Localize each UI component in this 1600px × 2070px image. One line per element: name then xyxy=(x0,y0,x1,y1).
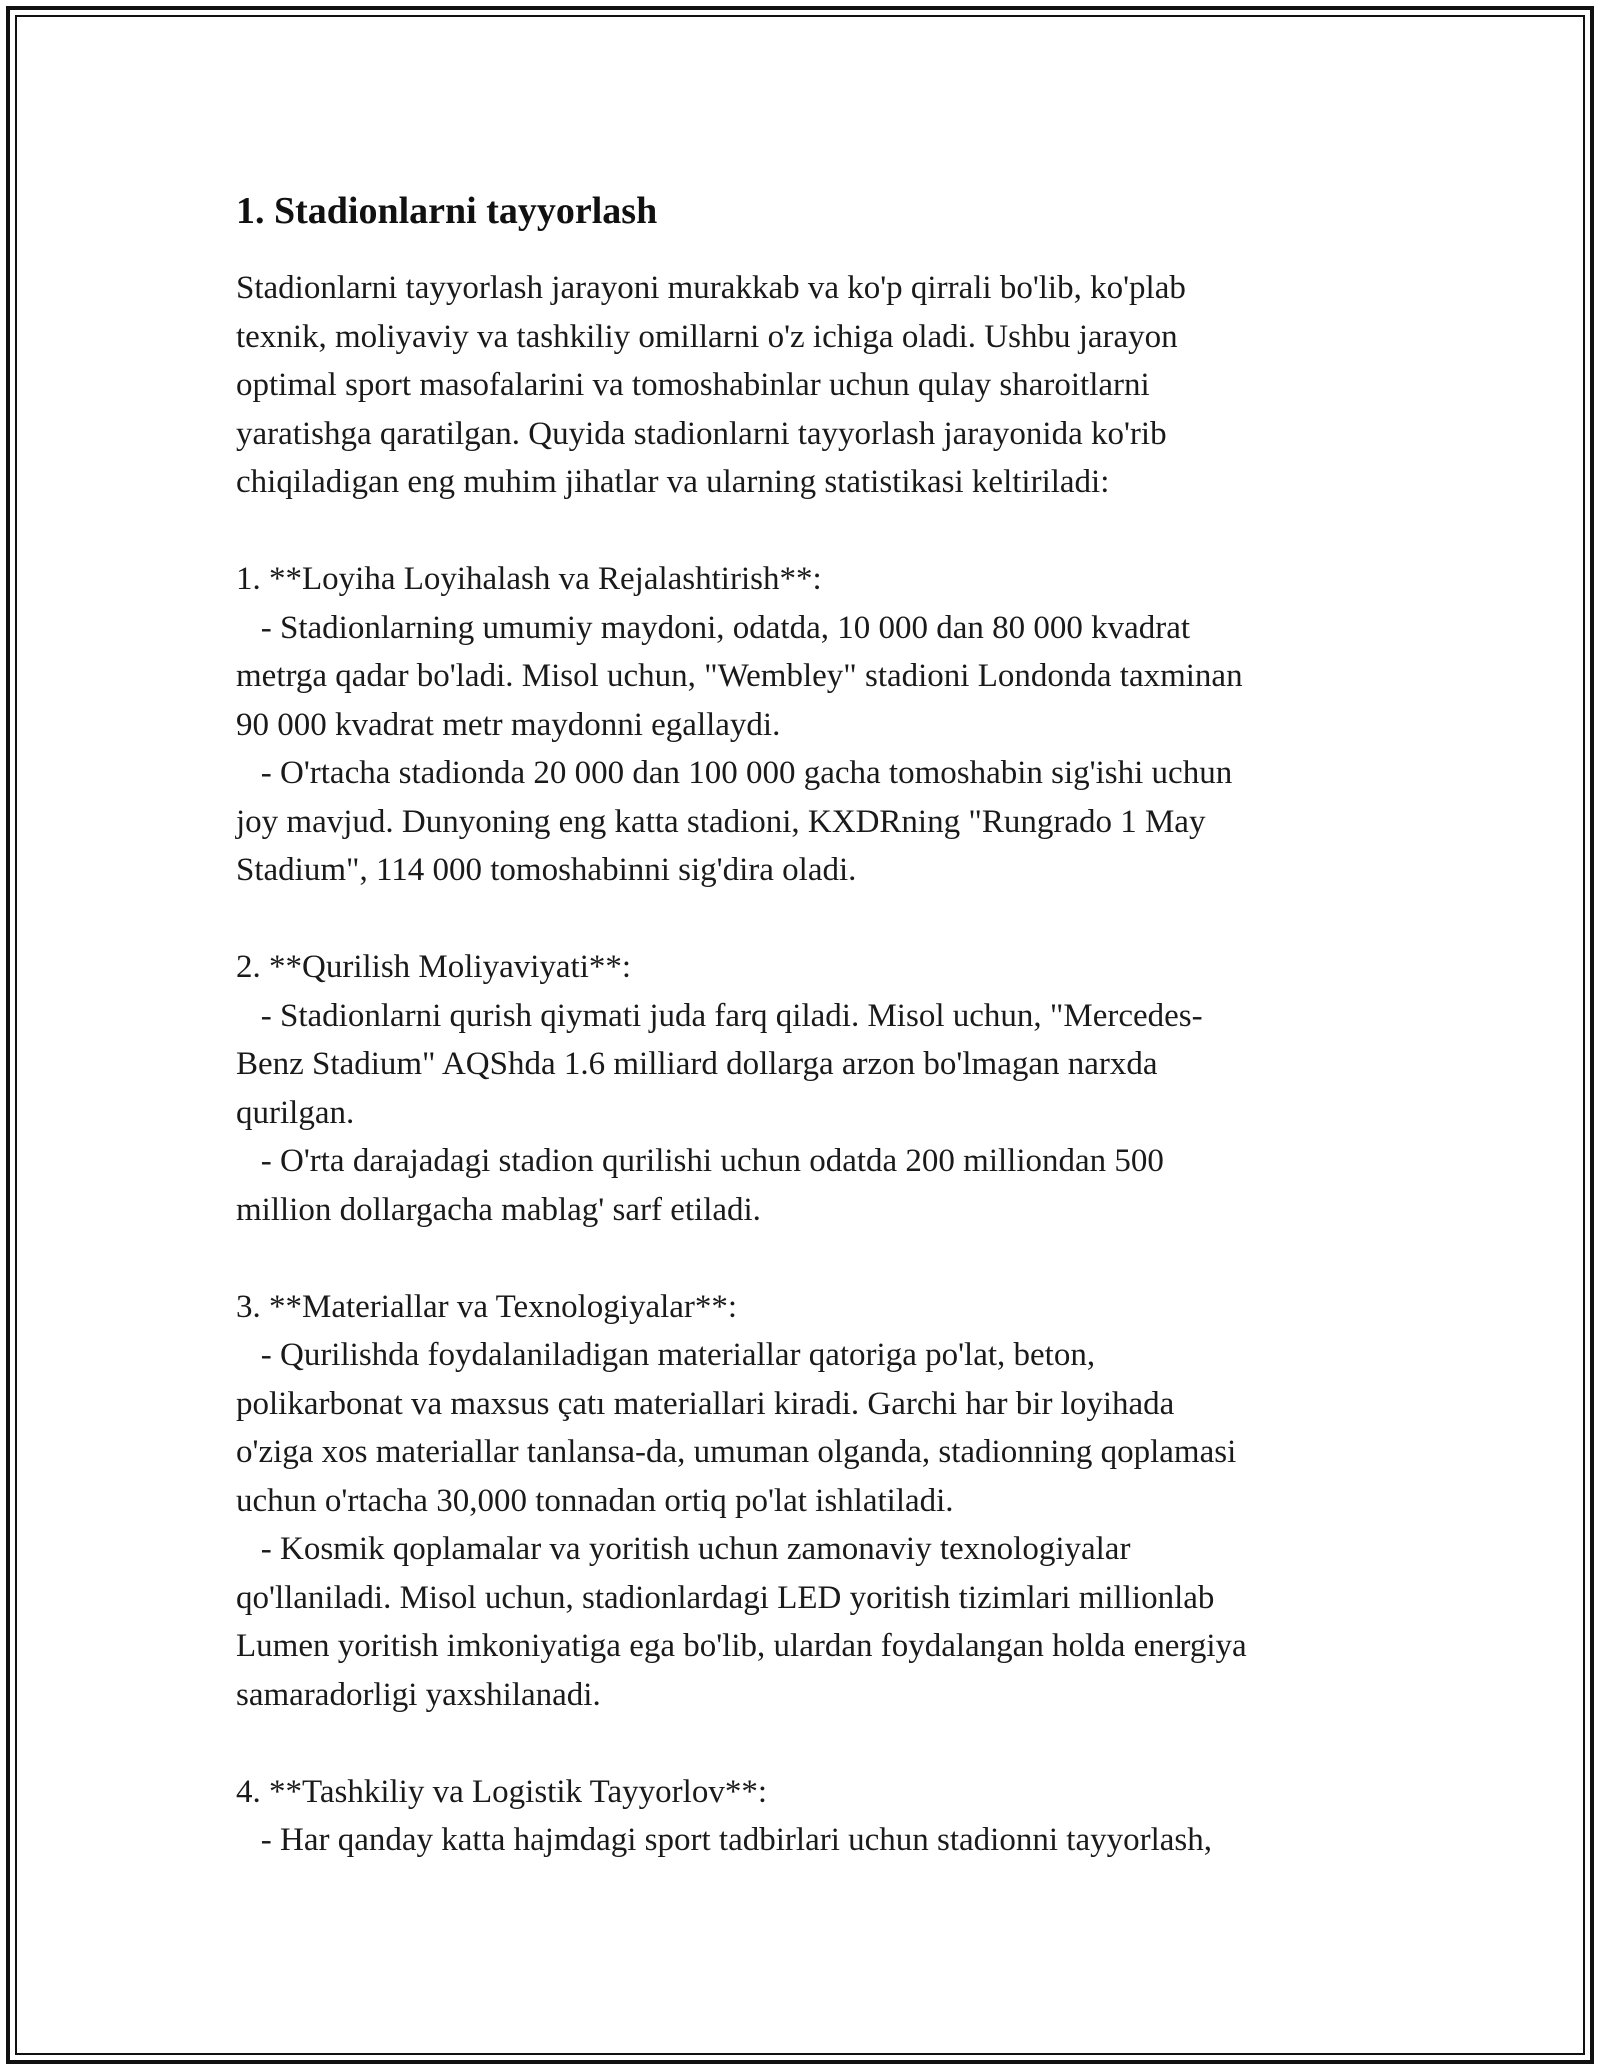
document-page xyxy=(236,184,1376,1865)
section-heading: 1. Stadionlarni tayyorlash xyxy=(236,190,658,232)
section-body-text: Stadionlarni tayyorlash jarayoni murakkab va ko'p qirrali bo'lib, ko'plab texnik, moliyaviy va tashkiliy omillarni o'z ichiga oladi. Ushbu jarayon optimal sport masofalarini va tomoshabinlar uchun qulay sharoitlarni yaratishga qaratilgan. Quyida stadionlarni tayyorlash jarayonida ko'rib chiqiladigan eng muhim jihatlar va ularning statistikasi keltiriladi: 1. **Loyiha Loyihalash va Rejalashtirish**: - Stadionlarning umumiy maydoni, odatda, 10 000 dan 80 000 kvadrat metrga qadar bo'ladi. Misol uchun, "Wembley" stadioni Londonda taxminan 90 000 kvadrat metr maydonni egallaydi. - O'rtacha stadionda 20 000 dan 100 000 gacha tomoshabin sig'ishi uchun joy mavjud. Dunyoning eng katta stadioni, KXDRning "Rungrado 1 May Stadium", 114 000 tomoshabinni sig'dira oladi. 2. **Qurilish Moliyaviyati**: - Stadionlarni qurish qiymati juda farq qiladi. Misol uchun, "Mercedes- Benz Stadium" AQShda 1.6 milliard dollarga arzon bo'lmagan narxda qurilgan. - O'rta darajadagi stadion qurilishi uchun odatda 200 milliondan 500 million dollargacha mablag' sarf etiladi. 3. **Materiallar va Texnologiyalar**: - Qurilishda foydalaniladigan materiallar qatoriga po'lat, beton, polikarbonat va maxsus çatı materiallari kiradi. Garchi har bir loyihada o'ziga xos materiallar tanlansa-da, umuman olganda, stadionning qoplamasi uchun o'rtacha 30,000 tonnadan ortiq po'lat ishlatiladi. - Kosmik qoplamalar va yoritish uchun zamonaviy texnologiyalar qo'llaniladi. Misol uchun, stadionlardagi LED yoritish tizimlari millionlab Lumen yoritish imkoniyatiga ega bo'lib, ulardan foydalangan holda energiya samaradorligi yaxshilanadi. 4. **Tashkiliy va Logistik Tayyorlov**: - Har qanday katta hajmdagi sport tadbirlari uchun stadionni tayyorlash, xyxy=(236,270,1247,1858)
